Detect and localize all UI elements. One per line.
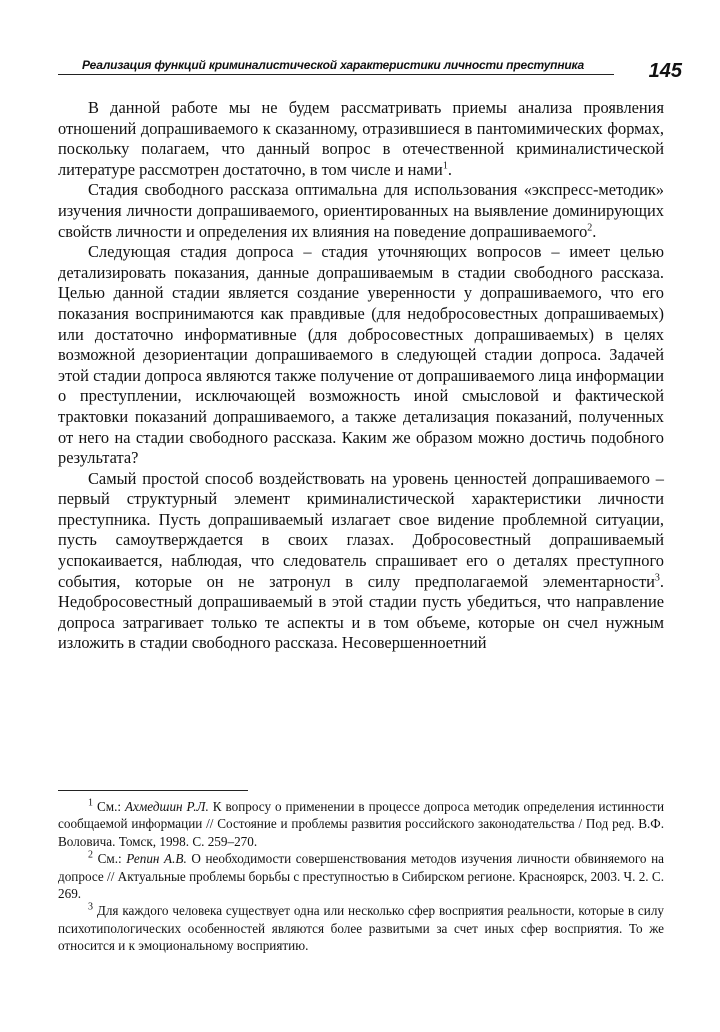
paragraph-2: Стадия свободного рассказа оптимальна для использования «экспресс-методик» изучения личности допрашиваемого, ориентированных на выявление доминирующих свойств личности и определения их влияния на поведение допрашиваемого$^2$. [58, 180, 664, 241]
running-header-title: Реализация функций криминалистической характеристики личности преступника [81, 58, 584, 72]
running-header [58, 52, 682, 86]
footnote-ref-3: 3 [654, 572, 660, 584]
footnote-ref-1: 1 [442, 160, 448, 172]
footnote-rule [58, 790, 248, 791]
paragraph-4: Самый простой способ воздействовать на уровень ценностей допрашиваемого – первый структурный элемент криминалистической характеристики личности преступника. Пусть допрашиваемый излагает свое видение проблемной ситуации, пусть самоутверждается в своих глазах. Добросовестный допрашиваемый успокаивается, наблюдая, что следователь спрашивает его о деталях преступного события, которые он не затронул в силу предполагаемой элементарности$^3$. Недобросовестный допрашиваемый в этой стадии пусть убедиться, что направление допроса затрагивает только те аспекты и в том объеме, которые он счел нужным изложить в стадии свободного рассказа. Несовершенноетний [58, 468, 664, 653]
footnote-2: $^2$ См.: Репин А.В. О необходимости совершенствования методов изучения личности обвиняемого на допросе // Актуальные проблемы борьбы с преступностью в Сибирском регионе. Красноярск, 2003. Ч. 2. С. 269. [58, 849, 665, 902]
main-text [58, 98, 664, 654]
footnote-ref-2: 2 [587, 222, 593, 234]
paragraph-1: В данной работе мы не будем рассматривать приемы анализа проявления отношений допрашиваемого к сказанному, отразившиеся в пантомимических формах, поскольку полагаем, что данный вопрос в отечественной криминалистической литературе рассмотрен достаточно, в том числе и нами$^1$. [58, 98, 664, 179]
header-rule [58, 74, 614, 75]
footnote-3: $^3$ Для каждого человека существует одна или несколько сфер восприятия реальности, которые в силу психотипологических особенностей являются более развитыми за счет иных сфер восприятия. То же относится и к эмоциональному восприятию. [58, 902, 665, 954]
footnotes [58, 798, 664, 955]
paragraph-3: Следующая стадия допроса – стадия уточняющих вопросов – имеет целью детализировать показания, данные допрашиваемым в стадии свободного рассказа. Целью данной стадии является создание уверенности у допрашиваемого, что его показания воспринимаются как правдивые (для недобросовестных допрашиваемых) или достаточно информативные (для добросовестных допрашиваемых) в целях возможной дезориентации допрашиваемого в следующей стадии допроса. Задачей этой стадии допроса являются также получение от допрашиваемого лица информации о преступлении, исключающей возможность иной смысловой и фактической трактовки показаний допрашиваемого, а также детализация показаний, полученных от него на стадии свободного рассказа. Каким же образом можно достичь подобного результата? [58, 242, 664, 468]
footnote-1: $^1$ См.: Ахмедшин Р.Л. К вопросу о применении в процессе допроса методик определения истинности сообщаемой информации // Состояние и проблемы развития российского законодательства / Под ред. В.Ф. Воловича. Томск, 1998. С. 259–270. [58, 797, 665, 849]
page-number: 145 [648, 60, 682, 82]
